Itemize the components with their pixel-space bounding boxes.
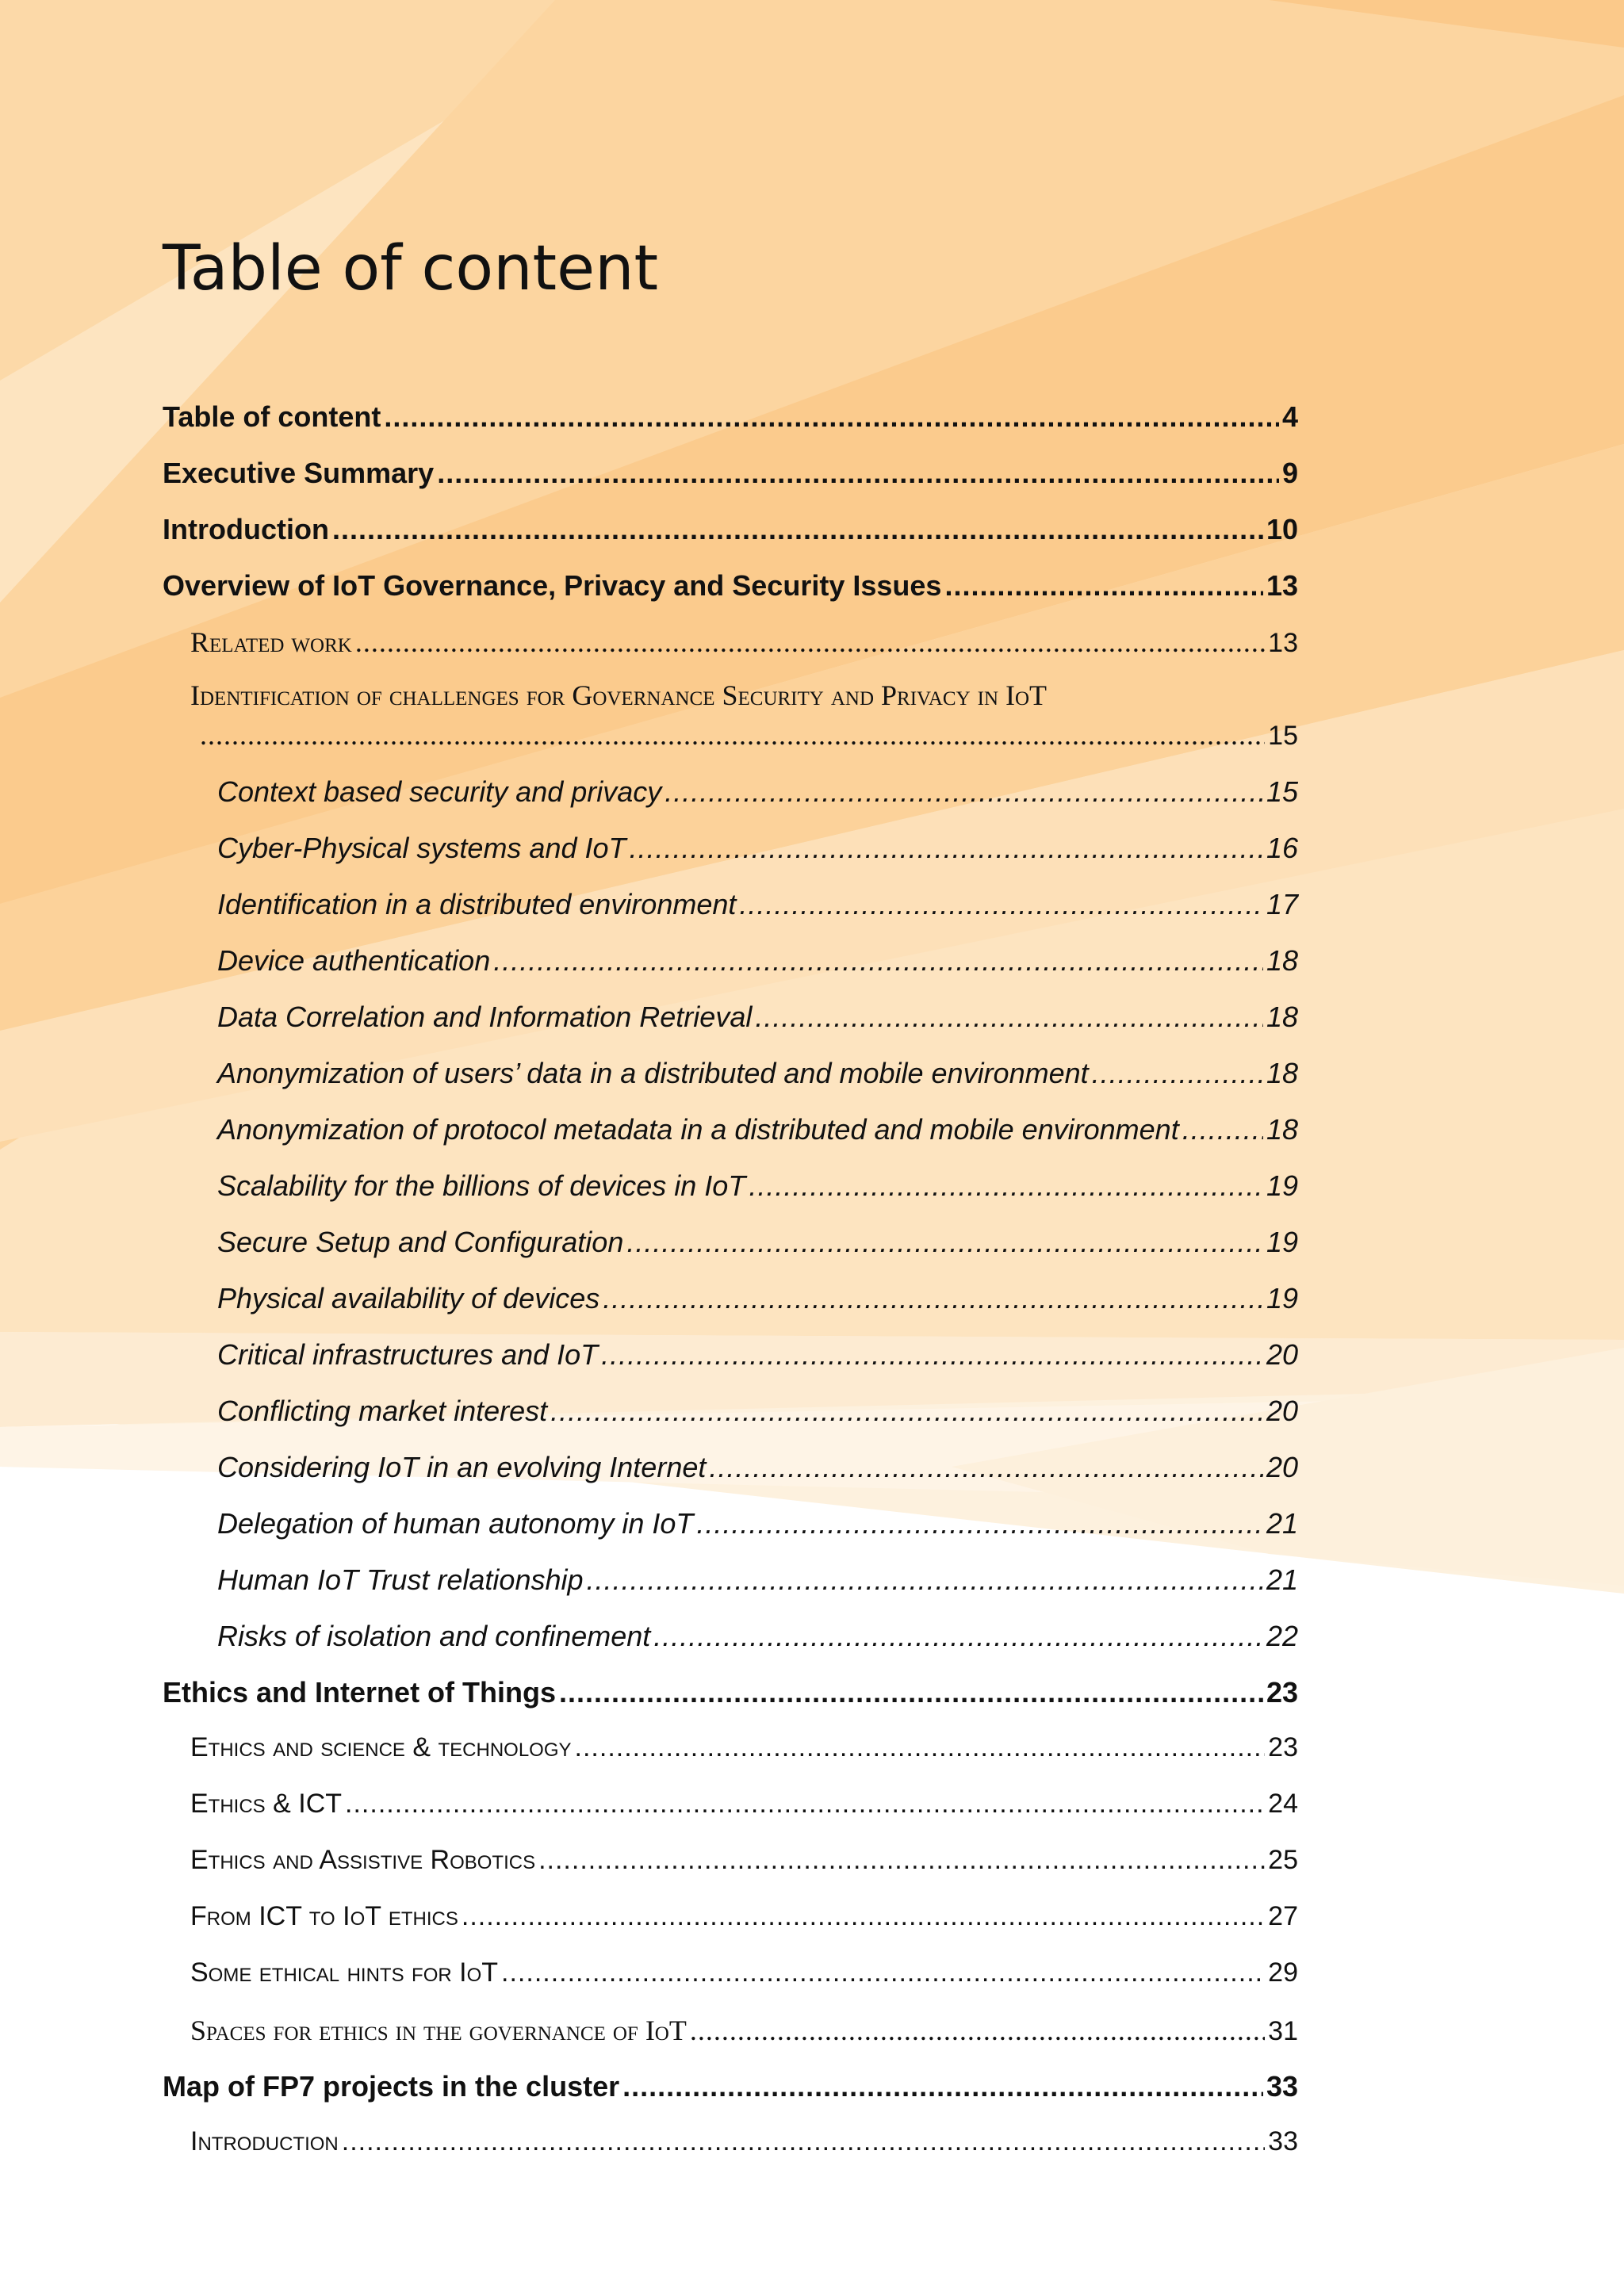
toc-entry-label: Identification in a distributed environment <box>217 888 737 920</box>
toc-entry-page: 31 <box>1268 2016 1298 2046</box>
dot-leader <box>437 457 1279 490</box>
toc-entry-label: Ethics & ICT <box>190 1789 343 1819</box>
dot-leader <box>345 1789 1265 1820</box>
dot-leader <box>342 2126 1265 2157</box>
toc-entry-page: 23 <box>1266 1676 1298 1709</box>
toc-entry-page: 19 <box>1266 1226 1298 1258</box>
toc-entry-data-correlation[interactable] <box>217 1001 1298 1034</box>
toc-entry-identification-label[interactable]: Identification of challenges for Governance Security and Privacy in IoT <box>190 679 1048 711</box>
toc-entry-risks-isolation[interactable] <box>217 1620 1298 1653</box>
toc-entry-page: 21 <box>1266 1507 1298 1540</box>
dot-leader <box>601 1338 1263 1372</box>
toc-entry-ethics-iot[interactable] <box>163 1676 1298 1709</box>
toc-entry-ict-to-iot-ethics[interactable] <box>190 1901 1298 1932</box>
dot-leader <box>709 1451 1263 1484</box>
toc-entry-label: Delegation of human autonomy in IoT <box>217 1507 694 1540</box>
toc-entry-page: 19 <box>1266 1282 1298 1314</box>
dot-leader <box>493 944 1263 978</box>
toc-entry-page: 29 <box>1268 1957 1298 1988</box>
dot-leader <box>622 2070 1263 2103</box>
toc-entry-page: 17 <box>1266 888 1298 920</box>
dot-leader <box>462 1901 1265 1932</box>
dot-leader <box>384 400 1279 434</box>
dot-leader <box>1182 1113 1263 1146</box>
toc-entry-label: Critical infrastructures and IoT <box>217 1338 599 1371</box>
toc-entry-label: Related work <box>190 626 352 658</box>
toc-entry-page: 33 <box>1268 2126 1298 2156</box>
toc-entry-critical-infrastructures[interactable] <box>217 1338 1298 1372</box>
toc-entry-spaces-ethics[interactable] <box>190 2014 1298 2047</box>
toc-entry-physical-availability[interactable] <box>217 1282 1298 1315</box>
toc-entry-label: Map of FP7 projects in the cluster <box>163 2070 620 2103</box>
toc-entry-anonymization-users[interactable] <box>217 1057 1298 1090</box>
dot-leader <box>575 1732 1266 1763</box>
toc-entry-related-work[interactable] <box>190 626 1298 659</box>
toc-entry-page: 19 <box>1266 1169 1298 1202</box>
toc-entry-identification-distributed[interactable] <box>217 888 1298 921</box>
toc-entry-label: Ethics and Assistive Robotics <box>190 1845 536 1875</box>
dot-leader <box>739 888 1263 921</box>
page-title: Table of content <box>163 233 659 304</box>
toc-entry-page: 16 <box>1266 832 1298 864</box>
toc-entry-label: Physical availability of devices <box>217 1282 600 1314</box>
toc-entry-label: Introduction <box>163 513 329 545</box>
toc-entry-introduction[interactable] <box>163 513 1298 546</box>
toc-entry-page: 23 <box>1268 1732 1298 1762</box>
toc-entry-anonymization-protocol[interactable] <box>217 1113 1298 1146</box>
toc-entry-label: Table of content <box>163 400 381 433</box>
toc-entry-label: Secure Setup and Configuration <box>217 1226 624 1258</box>
dot-leader <box>603 1282 1263 1315</box>
toc-entry-label: Risks of isolation and confinement <box>217 1620 651 1652</box>
toc-entry-page: 15 <box>1268 721 1298 751</box>
toc-entry-label: Spaces for ethics in the governance of IoT <box>190 2015 687 2046</box>
toc-entry-page: 18 <box>1266 1113 1298 1146</box>
dot-leader <box>665 775 1263 809</box>
toc-entry-context-security[interactable] <box>217 775 1298 809</box>
dot-leader <box>626 1226 1263 1259</box>
dot-leader <box>1092 1057 1263 1090</box>
dot-leader <box>755 1001 1263 1034</box>
dot-leader <box>653 1620 1263 1653</box>
toc-entry-identification[interactable] <box>197 718 1298 752</box>
dot-leader <box>550 1395 1263 1428</box>
dot-leader <box>696 1507 1263 1540</box>
toc-entry-page: 20 <box>1266 1451 1298 1483</box>
toc-entry-label: Some ethical hints for IoT <box>190 1957 499 1988</box>
toc-entry-page: 4 <box>1281 400 1298 433</box>
toc-entry-page: 27 <box>1268 1901 1298 1931</box>
dot-leader <box>587 1563 1263 1597</box>
toc-entry-page: 33 <box>1266 2070 1298 2103</box>
toc-entry-page: 25 <box>1268 1845 1298 1875</box>
dot-leader <box>944 569 1263 603</box>
toc-entry-conflicting-market[interactable] <box>217 1395 1298 1428</box>
toc-entry-evolving-internet[interactable] <box>217 1451 1298 1484</box>
toc-entry-table-of-content[interactable] <box>163 400 1298 434</box>
toc-entry-label: Device authentication <box>217 944 491 977</box>
toc-entry-map-fp7[interactable] <box>163 2070 1298 2103</box>
dot-leader <box>749 1169 1263 1203</box>
toc-entry-page: 18 <box>1266 1057 1298 1089</box>
toc-entry-label: Introduction <box>190 2126 339 2156</box>
toc-entry-cyber-physical[interactable] <box>217 832 1298 865</box>
toc-entry-page: 18 <box>1266 944 1298 977</box>
toc-entry-label: Considering IoT in an evolving Internet <box>217 1451 707 1483</box>
toc-entry-ethical-hints[interactable] <box>190 1957 1298 1988</box>
toc-entry-label: Cyber-Physical systems and IoT <box>217 832 626 864</box>
toc-entry-ethics-robotics[interactable] <box>190 1845 1298 1876</box>
toc-entry-page: 13 <box>1268 628 1298 658</box>
toc-entry-label: Ethics and Internet of Things <box>163 1676 557 1709</box>
toc-entry-label: Ethics and science & technology <box>190 1732 572 1762</box>
toc-entry-page: 20 <box>1266 1338 1298 1371</box>
toc-entry-page: 9 <box>1281 457 1298 489</box>
toc-entry-executive-summary[interactable] <box>163 457 1298 490</box>
toc-entry-label: Executive Summary <box>163 457 435 489</box>
dot-leader <box>501 1957 1265 1988</box>
toc-entry-ethics-science[interactable] <box>190 1732 1298 1763</box>
dot-leader <box>559 1676 1263 1709</box>
toc-entry-human-trust[interactable] <box>217 1563 1298 1597</box>
toc-entry-page: 20 <box>1266 1395 1298 1427</box>
toc-entry-secure-setup[interactable] <box>217 1226 1298 1259</box>
dot-leader <box>538 1845 1265 1876</box>
toc-entry-scalability[interactable] <box>217 1169 1298 1203</box>
toc-entry-label: Anonymization of users’ data in a distributed and mobile environment <box>217 1057 1089 1089</box>
toc-entry-page: 22 <box>1266 1620 1298 1652</box>
toc-entry-page: 13 <box>1266 569 1298 602</box>
dot-leader <box>630 832 1263 865</box>
toc-entry-page: 10 <box>1266 513 1298 545</box>
toc-entry-ethics-ict[interactable] <box>190 1789 1298 1820</box>
toc-entry-device-authentication[interactable] <box>217 944 1298 978</box>
toc-entry-overview[interactable] <box>163 569 1298 603</box>
toc-entry-delegation-autonomy[interactable] <box>217 1507 1298 1540</box>
toc-entry-label: Scalability for the billions of devices in IoT <box>217 1169 746 1202</box>
toc-entry-label: Overview of IoT Governance, Privacy and Security Issues <box>163 569 942 602</box>
toc-entry-page: 15 <box>1266 775 1298 808</box>
dot-leader <box>332 513 1263 546</box>
toc-entry-map-introduction[interactable] <box>190 2126 1298 2157</box>
dot-leader <box>690 2014 1265 2047</box>
toc-entry-label: Context based security and privacy <box>217 775 662 808</box>
toc-entry-page: 21 <box>1266 1563 1298 1596</box>
dot-leader <box>355 626 1265 659</box>
toc-entry-label: Conflicting market interest <box>217 1395 548 1427</box>
toc-entry-page: 18 <box>1266 1001 1298 1033</box>
toc-entry-label: Data Correlation and Information Retrieval <box>217 1001 753 1033</box>
toc-entry-label: Human IoT Trust relationship <box>217 1563 584 1596</box>
dot-leader <box>200 718 1265 752</box>
toc-entry-label: From ICT to IoT ethics <box>190 1901 458 1931</box>
toc-entry-page: 24 <box>1268 1789 1298 1819</box>
toc-entry-label: Anonymization of protocol metadata in a distributed and mobile environment <box>217 1113 1179 1146</box>
